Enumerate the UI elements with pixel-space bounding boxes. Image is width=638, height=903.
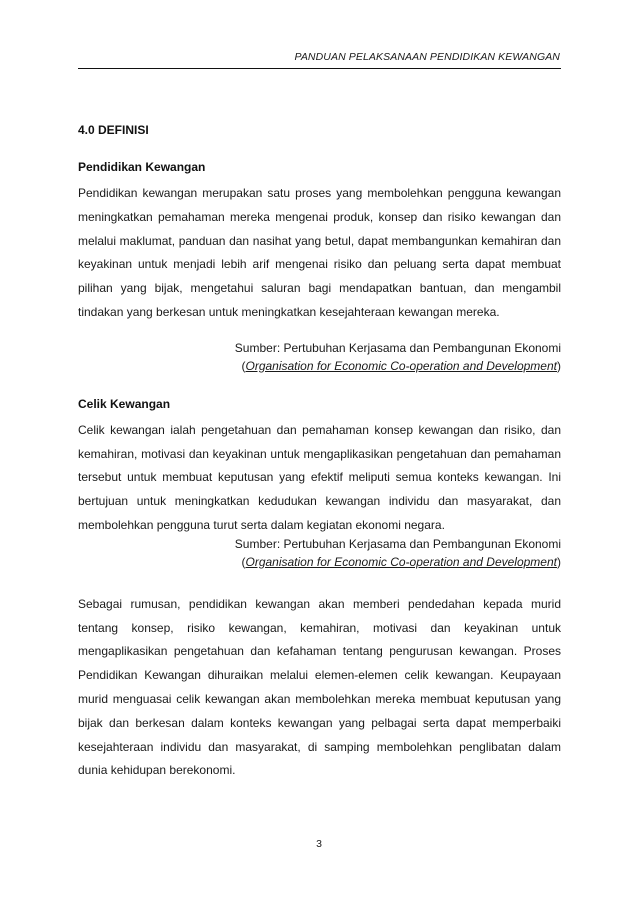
definition-body-pendidikan-kewangan: Pendidikan kewangan merupakan satu proses yang membolehkan pengguna kewangan meningkatkan pemahaman mereka mengenai produk, konsep dan risiko kewangan dan melalui maklumat, panduan dan nasihat yang betul, dapat membangunkan kemahiran dan keyakinan untuk menjadi lebih arif mengenai risiko dan peluang serta dapat membuat pilihan yang bijak, mengetahui saluran bagi mendapatkan bantuan, dan mengambil tindakan yang berkesan untuk meningkatkan kesejahteraan kewangan mereka. xyxy=(78,186,561,319)
definition-source-2 xyxy=(78,535,561,571)
section-title: 4.0 DEFINISI xyxy=(78,123,149,137)
source-open-paren: ( xyxy=(241,554,246,569)
source-line-en xyxy=(78,357,561,375)
source-english-name: Organisation for Economic Co-operation and Development xyxy=(245,554,557,569)
definition-body-celik-kewangan: Celik kewangan ialah pengetahuan dan pemahaman konsep kewangan dan risiko, dan kemahiran, motivasi dan keyakinan untuk mengaplikasikan pengetahuan dan pemahaman tersebut untuk membuat keputusan yang efektif meliputi semua konteks kewangan. Ini bertujuan untuk meningkatkan kedudukan kewangan individu dan masyarakat, dan membolehkan pengguna turut serta dalam kegiatan ekonomi negara. xyxy=(78,422,561,532)
definition-heading-celik-kewangan: Celik Kewangan xyxy=(78,396,171,411)
summary-paragraph: Sebagai rumusan, pendidikan kewangan akan memberi pendedahan kepada murid tentang konsep, risiko kewangan, kemahiran, motivasi dan keyakinan untuk mengaplikasikan pengetahuan dan kefahaman tentang pengurusan kewangan. Proses Pendidikan Kewangan dihuraikan melalui elemen-elemen celik kewangan. Keupayaan murid menguasai celik kewangan akan membolehkan mereka membuat keputusan yang bijak dan berkesan dalam konteks kewangan yang pelbagai serta dapat memperbaiki kesejahteraan individu dan masyarakat, di samping membolehkan penglibatan dalam dunia kehidupan berekonomi. xyxy=(78,596,561,778)
source-line-ms: Sumber: Pertubuhan Kerjasama dan Pembangunan Ekonomi xyxy=(234,536,561,551)
definition-heading-pendidikan-kewangan: Pendidikan Kewangan xyxy=(78,160,206,174)
source-english-name: Organisation for Economic Co-operation and Development xyxy=(245,358,557,373)
source-line-ms: Sumber: Pertubuhan Kerjasama dan Pembangunan Ekonomi xyxy=(234,340,561,355)
source-open-paren: ( xyxy=(241,358,246,373)
definition-source-1 xyxy=(78,339,561,375)
header-rule xyxy=(78,68,561,69)
source-close-paren: ) xyxy=(557,358,561,373)
page-number: 3 xyxy=(316,838,322,850)
source-line-en xyxy=(78,553,561,571)
source-close-paren: ) xyxy=(557,554,561,569)
page-content xyxy=(78,120,561,783)
running-header: PANDUAN PELAKSANAAN PENDIDIKAN KEWANGAN xyxy=(294,51,560,63)
